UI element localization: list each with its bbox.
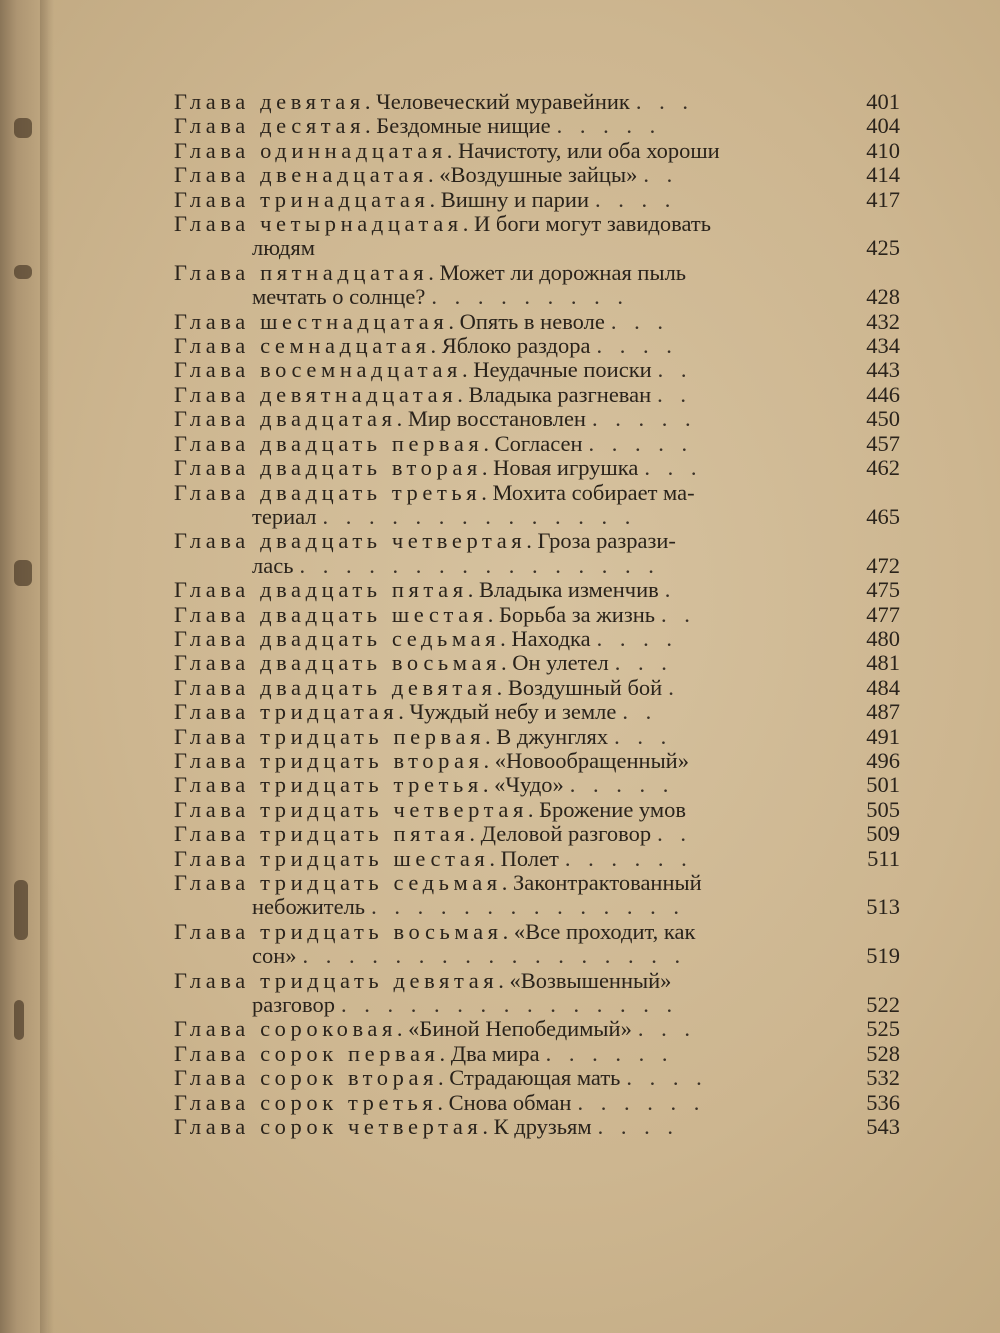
chapter-label: Глава двадцать четвертая (174, 529, 527, 554)
binding-shadow (40, 0, 54, 1333)
toc-entry-line: Глава двадцать седьмая. Находка . . . . (174, 626, 679, 651)
toc-entry-title (174, 871, 830, 920)
toc-entry-line: Глава тридцать седьмая. Законтрактованный (174, 871, 702, 895)
toc-entry-line: Глава тридцать первая. В джунглях . . . (174, 724, 673, 749)
toc-entry (174, 578, 906, 602)
toc-entry-continuation: людям (252, 235, 315, 261)
dot-leader: . . . . . . . . . . . . . . (322, 503, 637, 529)
dot-leader: . . . . (597, 1115, 680, 1140)
toc-entry-title (174, 1017, 830, 1041)
dot-leader: . . . (635, 90, 694, 114)
toc-entry-line: Глава семнадцатая. Яблоко раздора . . . . (174, 334, 678, 359)
toc-entry-title (174, 114, 830, 138)
toc-entry-line: Глава сорок вторая. Страдающая мать . . . . (174, 1066, 708, 1091)
toc-page-number: 434 (866, 333, 900, 359)
toc-entry-title (174, 651, 830, 675)
page-stain (14, 265, 32, 279)
toc-page-number: 465 (866, 503, 900, 529)
toc-entry-title (174, 358, 830, 382)
dot-leader: . . . . . . . . . . . . . . (371, 894, 685, 920)
toc-entry-line: Глава сороковая. «Биной Непобедимый» . . . (174, 1017, 696, 1042)
toc-entry (174, 627, 906, 651)
chapter-label: Глава двадцать восьмая (174, 651, 501, 676)
toc-entry-line: Глава двадцать пятая. Владыка изменчив . (174, 578, 677, 603)
toc-entry-title (174, 334, 830, 358)
dot-leader: . (668, 675, 680, 700)
toc-page-number: 484 (866, 674, 900, 700)
toc-entry (174, 114, 906, 138)
toc-entry (174, 676, 906, 700)
toc-entry-title (174, 212, 830, 261)
page-stain (14, 880, 28, 940)
chapter-label: Глава четырнадцатая (174, 212, 463, 237)
toc-page-number: 462 (866, 455, 900, 481)
toc-page-number: 401 (866, 89, 900, 114)
toc-entry-line: Глава сорок первая. Два мира . . . . . . (174, 1041, 674, 1066)
chapter-label: Глава двадцать седьмая (174, 626, 501, 651)
toc-entry-line: Глава тридцать четвертая. Брожение умов (174, 797, 686, 822)
toc-entry-line: Глава шестнадцатая. Опять в неволе . . . (174, 309, 669, 334)
toc-page-number: 501 (866, 772, 900, 798)
toc-page-number: 528 (866, 1040, 900, 1066)
toc-entry-continuation: лась . . . . . . . . . . . . . . . . (252, 552, 660, 578)
toc-entry-title (174, 163, 830, 187)
toc-entry (174, 1091, 906, 1115)
dot-leader: . . . . (595, 187, 677, 212)
toc-entry (174, 456, 906, 480)
toc-page-number: 480 (866, 625, 900, 651)
toc-entry-line: Глава восемнадцатая. Неудачные поиски . . (174, 358, 693, 383)
dot-leader: . . . . . . . . . . . . . . . . (299, 552, 660, 578)
toc-entry (174, 383, 906, 407)
toc-entry-line: Глава девятая. Человеческий муравейник . . . (174, 90, 694, 114)
dot-leader: . (664, 578, 677, 603)
toc-entry (174, 725, 906, 749)
toc-entry (174, 920, 906, 969)
toc-entry-line: Глава двенадцатая. «Воздушные зайцы» . . (174, 163, 679, 188)
toc-entry-title (174, 920, 830, 969)
toc-page-number: 425 (866, 235, 900, 261)
chapter-label: Глава шестнадцатая (174, 309, 449, 334)
toc-entry (174, 358, 906, 382)
chapter-label: Глава восемнадцатая (174, 358, 462, 383)
chapter-label: Глава тринадцатая (174, 187, 430, 212)
toc-page-number: 432 (866, 308, 900, 334)
toc-entry-line: Глава тридцать пятая. Деловой разговор . . (174, 822, 692, 847)
toc-entry (174, 481, 906, 530)
toc-entry-title (174, 798, 830, 822)
dot-leader: . . . . (596, 334, 678, 359)
toc-page-number: 417 (866, 186, 900, 212)
chapter-label: Глава двадцать третья (174, 480, 482, 505)
toc-entry (174, 700, 906, 724)
chapter-label: Глава тридцать четвертая (174, 797, 528, 822)
chapter-label: Глава сорок третья (174, 1090, 438, 1115)
toc-entry-title (174, 481, 830, 530)
toc-page-number: 513 (866, 894, 900, 920)
toc-entry-line: Глава двадцать третья. Мохита собирает ма- (174, 480, 695, 505)
toc-entry-continuation: териал . . . . . . . . . . . . . . (252, 503, 637, 529)
toc-entry-line: Глава девятнадцатая. Владыка разгневан . . (174, 382, 693, 407)
toc-entry-line: Глава тридцать шестая. Полет . . . . . . (174, 846, 693, 871)
toc-page-number: 472 (866, 552, 900, 578)
toc-entry-line: Глава сорок четвертая. К друзьям . . . . (174, 1115, 680, 1140)
page-stain (14, 560, 32, 586)
toc-entry-line: Глава тридцатая. Чуждый небу и земле . . (174, 700, 658, 725)
dot-leader: . . . (644, 456, 703, 481)
toc-entry (174, 188, 906, 212)
chapter-label: Глава тридцать восьмая (174, 919, 503, 944)
chapter-label: Глава двадцать шестая (174, 602, 488, 627)
toc-entry-line: Глава тринадцатая. Вишну и парии . . . . (174, 187, 677, 212)
toc-entry-title (174, 139, 830, 163)
dot-leader: . . . . (626, 1066, 708, 1091)
toc-page-number: 511 (867, 845, 900, 871)
toc-page-number: 481 (866, 650, 900, 676)
toc-entry-continuation: мечтать о солнце? . . . . . . . . . (252, 284, 629, 310)
dot-leader: . . (657, 822, 692, 847)
chapter-label: Глава тридцать девятая (174, 968, 499, 993)
dot-leader: . . (643, 163, 679, 188)
toc-entry-line: Глава сорок третья. Снова обман . . . . . . (174, 1090, 706, 1115)
chapter-label: Глава двадцать первая (174, 431, 484, 456)
toc-entry-title (174, 773, 830, 797)
dot-leader: . . . (614, 651, 673, 676)
toc-entry (174, 1115, 906, 1139)
toc-entry (174, 1042, 906, 1066)
toc-page-number: 487 (866, 699, 900, 725)
toc-entry-title (174, 310, 830, 334)
toc-page-number: 477 (866, 601, 900, 627)
toc-entry-title (174, 578, 830, 602)
toc-entry-title (174, 1066, 830, 1090)
dot-leader: . . (657, 382, 693, 407)
chapter-label: Глава тридцать первая (174, 724, 486, 749)
toc-page-number: 522 (866, 992, 900, 1018)
toc-page-number: 525 (866, 1016, 900, 1042)
chapter-label: Глава двадцать вторая (174, 456, 482, 481)
toc-page-number: 457 (866, 430, 900, 456)
toc-entry (174, 847, 906, 871)
dot-leader: . . . . . . . . . . . . . . . . . (302, 943, 687, 969)
toc-entry-title (174, 749, 830, 773)
page-stain (14, 1000, 24, 1040)
toc-entry-title (174, 432, 830, 456)
chapter-label: Глава тридцать третья (174, 773, 483, 798)
table-of-contents (174, 90, 906, 1139)
dot-leader: . . . . . . . . . (431, 284, 629, 310)
toc-entry-line: Глава двадцать вторая. Новая игрушка . . . (174, 456, 703, 481)
toc-entry (174, 310, 906, 334)
toc-entry-title (174, 627, 830, 651)
dot-leader: . . . . . . (545, 1041, 674, 1066)
chapter-label: Глава девятая (174, 90, 365, 114)
toc-entry-line: Глава тридцать девятая. «Возвышенный» (174, 968, 672, 993)
toc-entry-title (174, 1115, 830, 1139)
toc-page-number: 410 (866, 137, 900, 163)
toc-entry-title (174, 90, 830, 114)
toc-entry-continuation: разговор . . . . . . . . . . . . . . . (252, 992, 679, 1018)
toc-entry (174, 773, 906, 797)
toc-entry-title (174, 1091, 830, 1115)
toc-entry-line: Глава четырнадцатая. И боги могут завидовать (174, 212, 711, 237)
toc-entry (174, 822, 906, 846)
dot-leader: . . . . . (591, 407, 697, 432)
toc-entry-title (174, 383, 830, 407)
dot-leader: . . . . . . (564, 846, 693, 871)
toc-entry (174, 1017, 906, 1041)
toc-entry-title (174, 261, 830, 310)
toc-entry (174, 651, 906, 675)
toc-page-number: 446 (866, 381, 900, 407)
chapter-label: Глава тридцать седьмая (174, 871, 502, 895)
toc-entry (174, 432, 906, 456)
toc-entry-title (174, 847, 830, 871)
dot-leader: . . . . . (588, 431, 694, 456)
toc-entry (174, 407, 906, 431)
chapter-label: Глава десятая (174, 114, 366, 139)
toc-page-number: 505 (866, 796, 900, 822)
toc-entry-line: Глава двадцать первая. Согласен . . . . . (174, 431, 694, 456)
toc-entry (174, 1066, 906, 1090)
chapter-label: Глава сороковая (174, 1017, 397, 1042)
toc-entry (174, 139, 906, 163)
toc-entry (174, 969, 906, 1018)
toc-entry-line: Глава десятая. Бездомные нищие . . . . . (174, 114, 662, 139)
toc-page-number: 443 (866, 357, 900, 383)
toc-entry (174, 90, 906, 114)
chapter-label: Глава двадцать пятая (174, 578, 468, 603)
toc-page-number: 519 (866, 943, 900, 969)
toc-entry-title (174, 456, 830, 480)
toc-entry-line: Глава двадцать шестая. Борьба за жизнь . . (174, 602, 696, 627)
chapter-label: Глава тридцать пятая (174, 822, 470, 847)
toc-page-number: 404 (866, 113, 900, 139)
dot-leader: . . (661, 602, 696, 627)
dot-leader: . . . (610, 309, 669, 334)
dot-leader: . . . . . (569, 773, 675, 798)
toc-page-number: 475 (866, 577, 900, 603)
toc-entry (174, 798, 906, 822)
toc-entry-line: Глава пятнадцатая. Может ли дорожная пыль (174, 260, 687, 285)
toc-page-number: 532 (866, 1065, 900, 1091)
toc-entry-continuation: сон» . . . . . . . . . . . . . . . . . (252, 943, 687, 969)
toc-entry-line: Глава двадцатая. Мир восстановлен . . . . . (174, 407, 697, 432)
toc-page-number: 414 (866, 162, 900, 188)
chapter-label: Глава сорок вторая (174, 1066, 438, 1091)
toc-entry (174, 871, 906, 920)
toc-entry-title (174, 1042, 830, 1066)
toc-entry-continuation: небожитель . . . . . . . . . . . . . . (252, 894, 685, 920)
chapter-label: Глава двадцать девятая (174, 675, 497, 700)
dot-leader: . . . (637, 1017, 696, 1042)
chapter-label: Глава сорок четвертая (174, 1115, 483, 1140)
toc-entry-line: Глава двадцать восьмая. Он улетел . . . (174, 651, 673, 676)
dot-leader: . . . . . . (577, 1090, 706, 1115)
chapter-label: Глава пятнадцатая (174, 260, 429, 285)
chapter-label: Глава девятнадцатая (174, 382, 458, 407)
toc-entry (174, 212, 906, 261)
toc-entry-title (174, 725, 830, 749)
toc-entry-title (174, 188, 830, 212)
dot-leader: . . . . (596, 626, 679, 651)
toc-entry (174, 529, 906, 578)
toc-entry-title (174, 822, 830, 846)
toc-entry-line: Глава тридцать восьмая. «Все проходит, как (174, 919, 696, 944)
toc-entry-line: Глава двадцать четвертая. Гроза разрази- (174, 529, 676, 554)
chapter-label: Глава двенадцатая (174, 163, 428, 188)
toc-entry-title (174, 529, 830, 578)
toc-entry-title (174, 407, 830, 431)
toc-entry-title (174, 603, 830, 627)
toc-page-number: 428 (866, 284, 900, 310)
toc-entry (174, 603, 906, 627)
chapter-label: Глава тридцатая (174, 700, 399, 725)
toc-entry-line: Глава тридцать третья. «Чудо» . . . . . (174, 773, 675, 798)
toc-entry (174, 261, 906, 310)
chapter-label: Глава тридцать шестая (174, 846, 490, 871)
toc-entry-title (174, 700, 830, 724)
toc-page-number: 450 (866, 406, 900, 432)
dot-leader: . . . (614, 724, 673, 749)
dot-leader: . . . . . (556, 114, 662, 139)
chapter-label: Глава тридцать вторая (174, 748, 484, 773)
chapter-label: Глава одиннадцатая (174, 138, 447, 163)
toc-entry-line: Глава двадцать девятая. Воздушный бой . (174, 675, 680, 700)
toc-page-number: 509 (866, 821, 900, 847)
page-stain (14, 118, 32, 138)
toc-page-number: 491 (866, 723, 900, 749)
toc-entry-title (174, 969, 830, 1018)
toc-page-number: 536 (866, 1089, 900, 1115)
toc-entry-line: Глава одиннадцатая. Начистоту, или оба хороши (174, 138, 720, 163)
toc-entry (174, 334, 906, 358)
toc-entry-line: Глава тридцать вторая. «Новообращенный» (174, 748, 689, 773)
dot-leader: . . (622, 700, 658, 725)
chapter-label: Глава двадцатая (174, 407, 397, 432)
toc-page-number: 496 (866, 747, 900, 773)
chapter-label: Глава сорок первая (174, 1041, 440, 1066)
dot-leader: . . . . . . . . . . . . . . . (341, 992, 679, 1018)
toc-entry (174, 749, 906, 773)
toc-entry (174, 163, 906, 187)
toc-entry-title (174, 676, 830, 700)
chapter-label: Глава семнадцатая (174, 334, 431, 359)
toc-page-number: 543 (866, 1114, 900, 1140)
dot-leader: . . (657, 358, 693, 383)
